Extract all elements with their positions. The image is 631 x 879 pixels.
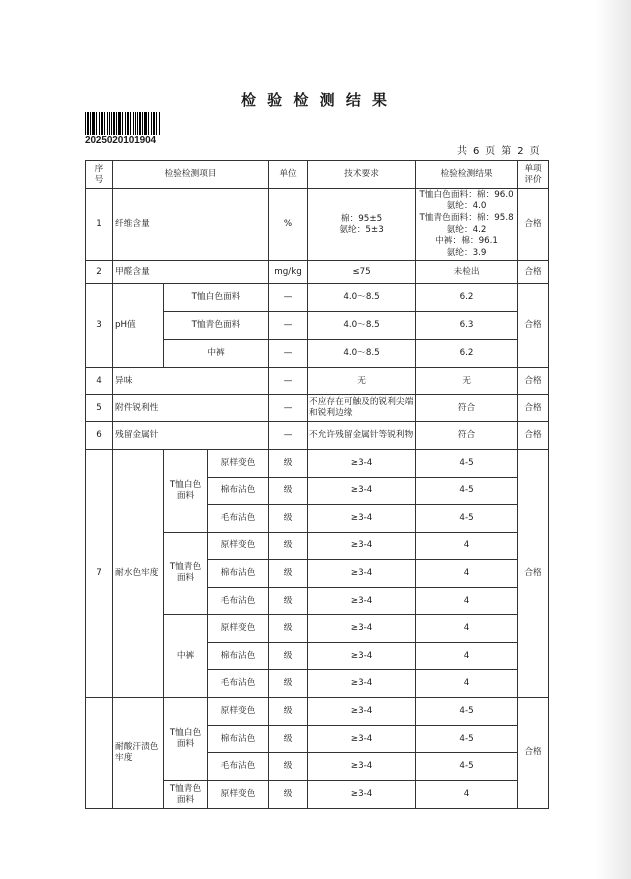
- row-4-no: 4: [86, 368, 113, 395]
- row-7-part-2: T恤青色面料: [164, 532, 208, 615]
- row-6-unit: —: [269, 422, 308, 450]
- row-7-test-3-3: 毛布沾色: [208, 670, 269, 698]
- row-8-result-1-1: 4-5: [416, 697, 518, 725]
- page-title: 检 验 检 测 结 果: [240, 91, 391, 109]
- row-7-result-1-2: 4-5: [416, 477, 518, 505]
- row-3-result-1: 6.2: [416, 284, 518, 312]
- row-7-part-3: 中裤: [164, 615, 208, 698]
- table-row: [86, 189, 549, 261]
- row-7-unit-2-3: 级: [269, 587, 308, 615]
- header-requirement: 技术要求: [308, 161, 416, 189]
- row-8-item: 耐酸汗渍色牢度: [113, 697, 164, 808]
- row-1-evaluation: 合格: [518, 189, 549, 261]
- row-4-item: 异味: [113, 368, 269, 395]
- row-4-requirement: 无: [308, 368, 416, 395]
- page-edge-shadow: [595, 0, 631, 879]
- row-4-evaluation: 合格: [518, 368, 549, 395]
- row-3-unit-2: —: [269, 312, 308, 340]
- row-8-result-1-2: 4-5: [416, 725, 518, 753]
- table-row: [86, 261, 549, 284]
- row-8-unit-1-2: 级: [269, 725, 308, 753]
- row-2-no: 2: [86, 261, 113, 284]
- row-7-requirement-2-2: ≥3-4: [308, 560, 416, 588]
- header-no: 序 号: [86, 161, 113, 189]
- row-7-test-2-2: 棉布沾色: [208, 560, 269, 588]
- row-7-test-3-1: 原样变色: [208, 615, 269, 643]
- row-5-requirement: 不应存在可触及的锐利尖端和锐利边缘: [308, 395, 416, 422]
- table-row: [86, 697, 549, 725]
- page-count: 共 6 页 第 2 页: [456, 146, 540, 157]
- row-3-requirement-1: 4.0～8.5: [308, 284, 416, 312]
- row-3-requirement-2: 4.0～8.5: [308, 312, 416, 340]
- row-7-test-2-1: 原样变色: [208, 532, 269, 560]
- row-4-unit: —: [269, 368, 308, 395]
- row-3-part-1: T恤白色面料: [164, 284, 269, 312]
- row-7-requirement-1-3: ≥3-4: [308, 505, 416, 533]
- row-7-no: 7: [86, 450, 113, 698]
- row-8-no: [86, 697, 113, 808]
- table-row: [86, 368, 549, 395]
- row-8-requirement-1-1: ≥3-4: [308, 697, 416, 725]
- row-6-requirement: 不允许残留金属针等锐利物: [308, 422, 416, 450]
- row-1-unit: %: [269, 189, 308, 261]
- row-7-unit-3-2: 级: [269, 642, 308, 670]
- row-7-test-2-3: 毛布沾色: [208, 587, 269, 615]
- results-table: [85, 160, 549, 809]
- row-8-part-1: T恤白色面料: [164, 697, 208, 780]
- row-4-result: 无: [416, 368, 518, 395]
- row-7-result-3-2: 4: [416, 642, 518, 670]
- row-8-test-1-1: 原样变色: [208, 697, 269, 725]
- row-6-no: 6: [86, 422, 113, 450]
- row-7-result-2-2: 4: [416, 560, 518, 588]
- header-item: 检验检测项目: [113, 161, 269, 189]
- row-7-unit-1-2: 级: [269, 477, 308, 505]
- row-2-item: 甲醛含量: [113, 261, 269, 284]
- table-row: [86, 395, 549, 422]
- row-7-test-1-1: 原样变色: [208, 450, 269, 478]
- row-7-unit-2-1: 级: [269, 532, 308, 560]
- row-1-result: T恤白色面料：棉：96.0 氨纶：4.0 T恤青色面料：棉：95.8 氨纶：4.2 中裤：棉：96.1 氨纶：3.9: [416, 189, 518, 261]
- table-row: [86, 422, 549, 450]
- table-row: [86, 284, 549, 312]
- row-6-result: 符合: [416, 422, 518, 450]
- row-7-result-1-1: 4-5: [416, 450, 518, 478]
- row-7-unit-1-3: 级: [269, 505, 308, 533]
- row-1-no: 1: [86, 189, 113, 261]
- row-7-result-1-3: 4-5: [416, 505, 518, 533]
- row-8-result-1-3: 4-5: [416, 753, 518, 781]
- row-3-requirement-3: 4.0～8.5: [308, 340, 416, 368]
- row-7-unit-2-2: 级: [269, 560, 308, 588]
- row-8-unit-1-3: 级: [269, 753, 308, 781]
- row-3-evaluation: 合格: [518, 284, 549, 368]
- barcode-number: 2025020101904: [85, 135, 156, 146]
- row-7-requirement-3-3: ≥3-4: [308, 670, 416, 698]
- row-7-result-2-3: 4: [416, 587, 518, 615]
- row-2-requirement: ≤75: [308, 261, 416, 284]
- row-7-unit-3-3: 级: [269, 670, 308, 698]
- header-unit: 单位: [269, 161, 308, 189]
- row-5-no: 5: [86, 395, 113, 422]
- row-8-evaluation: 合格: [518, 697, 549, 808]
- row-8-requirement-1-2: ≥3-4: [308, 725, 416, 753]
- row-1-requirement: 棉：95±5 氨纶：5±3: [308, 189, 416, 261]
- row-7-requirement-1-2: ≥3-4: [308, 477, 416, 505]
- row-5-item: 附件锐利性: [113, 395, 269, 422]
- row-8-result-2-1: 4: [416, 781, 518, 809]
- row-7-requirement-2-1: ≥3-4: [308, 532, 416, 560]
- row-8-test-1-3: 毛布沾色: [208, 753, 269, 781]
- row-7-requirement-3-2: ≥3-4: [308, 642, 416, 670]
- row-7-test-3-2: 棉布沾色: [208, 642, 269, 670]
- row-5-result: 符合: [416, 395, 518, 422]
- row-3-part-2: T恤青色面料: [164, 312, 269, 340]
- row-7-part-1: T恤白色面料: [164, 450, 208, 533]
- row-8-test-1-2: 棉布沾色: [208, 725, 269, 753]
- row-8-unit-2-1: 级: [269, 781, 308, 809]
- row-7-result-3-1: 4: [416, 615, 518, 643]
- table-row: [86, 450, 549, 478]
- row-8-requirement-2-1: ≥3-4: [308, 781, 416, 809]
- row-3-result-3: 6.2: [416, 340, 518, 368]
- row-3-unit-1: —: [269, 284, 308, 312]
- header-evaluation: 单项 评价: [518, 161, 549, 189]
- row-7-requirement-1-1: ≥3-4: [308, 450, 416, 478]
- row-5-evaluation: 合格: [518, 395, 549, 422]
- row-2-evaluation: 合格: [518, 261, 549, 284]
- row-7-test-1-3: 毛布沾色: [208, 505, 269, 533]
- row-7-unit-1-1: 级: [269, 450, 308, 478]
- row-1-item: 纤维含量: [113, 189, 269, 261]
- row-3-item: pH值: [113, 284, 164, 368]
- row-7-evaluation: 合格: [518, 450, 549, 698]
- row-7-test-1-2: 棉布沾色: [208, 477, 269, 505]
- row-7-item: 耐水色牢度: [113, 450, 164, 698]
- barcode-image: [85, 112, 160, 135]
- row-6-item: 残留金属针: [113, 422, 269, 450]
- row-3-unit-3: —: [269, 340, 308, 368]
- row-8-requirement-1-3: ≥3-4: [308, 753, 416, 781]
- row-3-result-2: 6.3: [416, 312, 518, 340]
- row-8-test-2-1: 原样变色: [208, 781, 269, 809]
- header-result: 检验检测结果: [416, 161, 518, 189]
- row-3-no: 3: [86, 284, 113, 368]
- row-7-result-3-3: 4: [416, 670, 518, 698]
- row-3-part-3: 中裤: [164, 340, 269, 368]
- row-7-requirement-2-3: ≥3-4: [308, 587, 416, 615]
- row-8-part-2: T恤青色面料: [164, 781, 208, 809]
- row-2-unit: mg/kg: [269, 261, 308, 284]
- header-row: [86, 161, 549, 189]
- row-7-requirement-3-1: ≥3-4: [308, 615, 416, 643]
- row-7-result-2-1: 4: [416, 532, 518, 560]
- row-7-unit-3-1: 级: [269, 615, 308, 643]
- row-5-unit: —: [269, 395, 308, 422]
- row-2-result: 未检出: [416, 261, 518, 284]
- row-6-evaluation: 合格: [518, 422, 549, 450]
- row-8-unit-1-1: 级: [269, 697, 308, 725]
